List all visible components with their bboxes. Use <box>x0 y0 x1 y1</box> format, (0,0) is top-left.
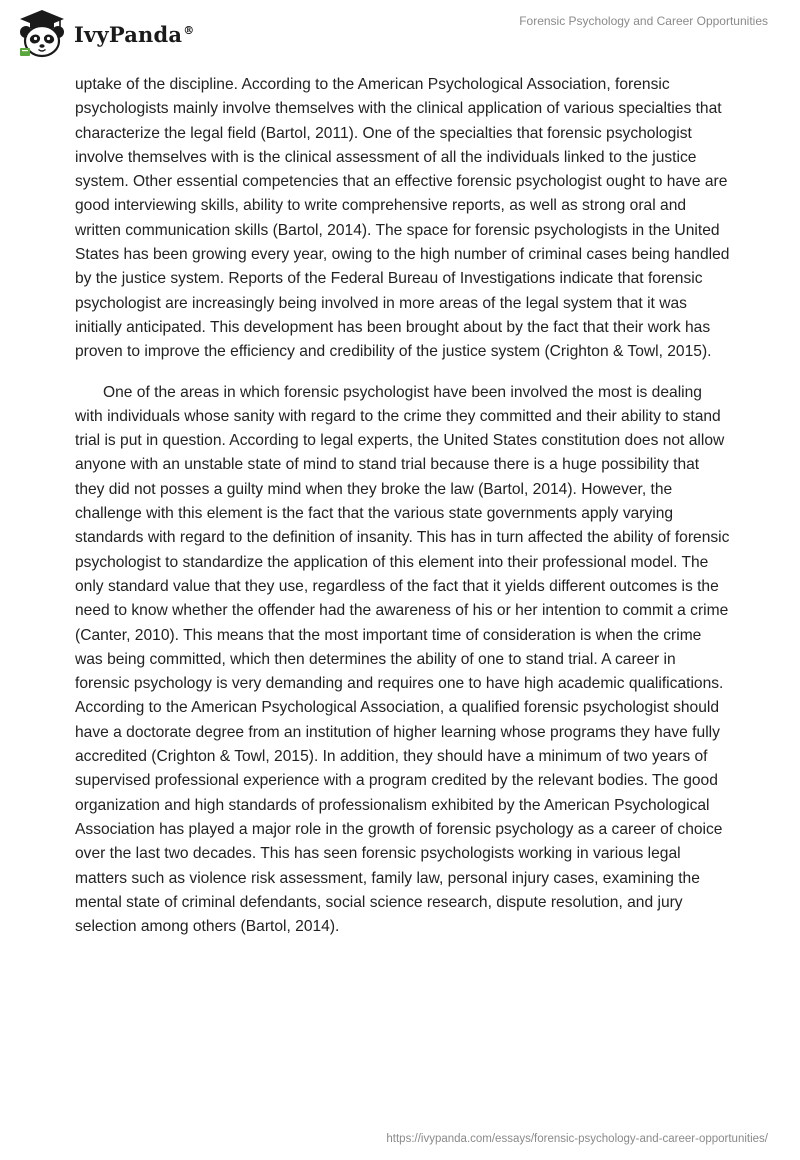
brand-name: IvyPanda® <box>74 21 195 47</box>
brand-logo[interactable] <box>14 8 194 60</box>
document-title: Forensic Psychology and Career Opportunities <box>519 14 768 28</box>
page-header <box>0 0 800 70</box>
panda-graduate-icon <box>14 8 70 60</box>
source-url[interactable]: https://ivypanda.com/essays/forensic-psychology-and-career-opportunities/ <box>386 1133 768 1145</box>
essay-paragraph: One of the areas in which forensic psychologist have been involved the most is dealing with individuals whose sanity with regard to the crime they committed and their ability to stand trial is put in question. According to legal experts, the United States constitution does not allow anyone with an unstable state of mind to stand trial because there is a huge possibility that they did not posses a guilty mind when they broke the law (Bartol, 2014). However, the challenge with this element is the fact that the various state governments apply varying standards with regard to the definition of insanity. This has in turn affected the ability of forensic psychologist to standardize the application of this element into their professional model. The only standard value that they use, regardless of the fact that it yields different outcomes is the need to know whether the offender had the awareness of his or her intention to commit a crime (Canter, 2010). This means that the most important time of consideration is when the crime was being committed, which then determines the ability of one to stand trial. A career in forensic psychology is very demanding and requires one to have high academic qualifications. According to the American Psychological Association, a qualified forensic psychologist should have a doctorate degree from an institution of higher learning whose programs they have fully accredited (Crighton & Towl, 2015). In addition, they should have a minimum of two years of supervised professional experience with a program credited by the relevant bodies. The good organization and high standards of professionalism exhibited by the American Psychological Association has played a major role in the growth of forensic psychology as a career of choice over the last two decades. This has seen forensic psychologists working in various legal matters such as violence risk assessment, family law, personal injury cases, examining the mental state of criminal defendants, social science research, dispute resolution, and jury selection among others (Bartol, 2014). <box>75 383 730 936</box>
essay-body <box>75 73 730 939</box>
essay-paragraph: uptake of the discipline. According to the American Psychological Association, forensic psychologists mainly involve themselves with the clinical application of various specialties that characterize the legal field (Bartol, 2011). One of the specialties that forensic psychologist involve themselves with is the clinical assessment of all the individuals linked to the justice system. Other essential competencies that an effective forensic psychologist ought to have are good interviewing skills, ability to write comprehensive reports, as well as strong oral and written communication skills (Bartol, 2014). The space for forensic psychologists in the United States has been growing every year, owing to the high number of criminal cases being handled by the justice system. Reports of the Federal Bureau of Investigations indicate that forensic psychologist are increasingly being involved in more areas of the legal system that it was initially anticipated. This development has been brought about by the fact that their work has proven to improve the efficiency and credibility of the justice system (Crighton & Towl, 2015). <box>75 76 730 361</box>
